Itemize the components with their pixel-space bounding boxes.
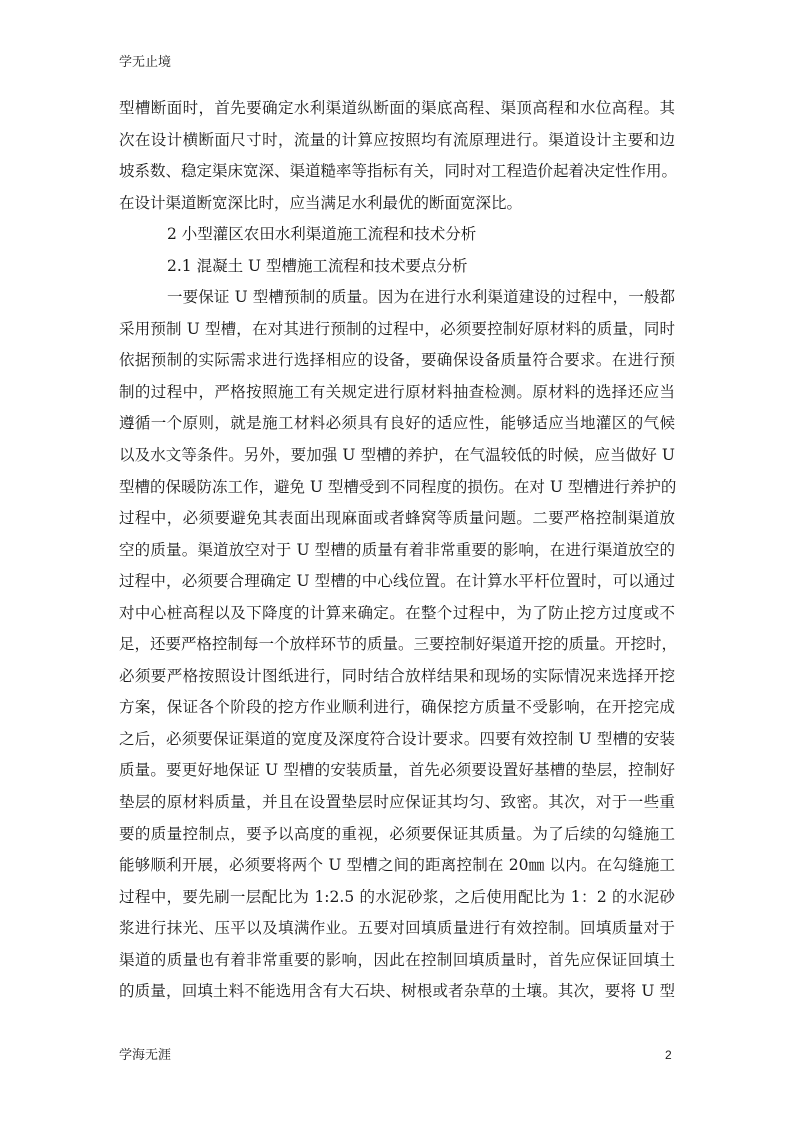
text-line: 在设计渠道断宽深比时，应当满足水利最优的断面宽深比。 [119, 193, 523, 212]
text-line: 坡系数、稳定渠床宽深、渠道糙率等指标有关，同时对工程造价起着决定性作用。 [119, 162, 678, 181]
text-line: 依据预制的实际需求进行选择相应的设备，要确保设备质量符合要求。在进行预 [119, 351, 675, 370]
subsection-heading: 2.1 混凝土 U 型槽施工流程和技术要点分析 [167, 256, 468, 275]
text-line: 垫层的原材料质量，并且在设置垫层时应保证其均匀、致密。其次，对于一些重 [119, 793, 675, 812]
text-line: 足，还要严格控制每一个放样环节的质量。三要控制好渠道开挖的质量。开挖时， [119, 635, 678, 654]
page-header: 学无止境 [119, 55, 172, 70]
text-line: 制的过程中，严格按照施工有关规定进行原材料抽查检测。原材料的选择还应当 [119, 382, 675, 401]
text-line: 渠道的质量也有着非常重要的影响，因此在控制回填质量时，首先应保证回填土 [119, 950, 675, 969]
text-line: 的质量，回填土料不能选用含有大石块、树根或者杂草的土壤。其次，要将 U 型 [119, 982, 675, 1001]
text-line: 要的质量控制点，要予以高度的重视，必须要保证其质量。为了后续的勾缝施工 [119, 824, 675, 843]
text-line: 遵循一个原则，就是施工材料必须具有良好的适应性，能够适应当地灌区的气候 [119, 414, 675, 433]
text-line: 一要保证 U 型槽预制的质量。因为在进行水利渠道建设的过程中，一般都 [167, 288, 675, 307]
text-line: 采用预制 U 型槽，在对其进行预制的过程中，必须要控制好原材料的质量，同时 [119, 319, 675, 338]
text-line: 必须要严格按照设计图纸进行，同时结合放样结果和现场的实际情况来选择开挖 [119, 666, 675, 685]
page-footer: 学海无涯 [119, 1048, 172, 1063]
text-line: 能够顺利开展，必须要将两个 U 型槽之间的距离控制在 20㎜ 以内。在勾缝施工 [119, 856, 675, 875]
text-line: 过程中，必须要避免其表面出现麻面或者蜂窝等质量问题。二要严格控制渠道放 [119, 509, 675, 528]
text-line: 方案，保证各个阶段的挖方作业顺利进行，确保挖方质量不受影响，在开挖完成 [119, 698, 675, 717]
section-heading: 2 小型灌区农田水利渠道施工流程和技术分析 [167, 225, 477, 244]
text-line: 型槽的保暖防冻工作，避免 U 型槽受到不同程度的损伤。在对 U 型槽进行养护的 [119, 477, 677, 496]
text-line: 浆进行抹光、压平以及填满作业。五要对回填质量进行有效控制。回填质量对于 [119, 919, 675, 938]
text-line: 过程中，要先刷一层配比为 1:2.5 的水泥砂浆，之后使用配比为 1：2 的水泥砂 [119, 887, 675, 906]
text-line: 型槽断面时，首先要确定水利渠道纵断面的渠底高程、渠顶高程和水位高程。其 [119, 99, 675, 117]
text-line: 之后，必须要保证渠道的宽度及深度符合设计要求。四要有效控制 U 型槽的安装 [119, 729, 675, 748]
text-line: 过程中，必须要合理确定 U 型槽的中心线位置。在计算水平杆位置时，可以通过 [119, 572, 675, 591]
text-line: 以及水文等条件。另外，要加强 U 型槽的养护，在气温较低的时候，应当做好 U [119, 446, 675, 465]
text-line: 次在设计横断面尺寸时，流量的计算应按照均有流原理进行。渠道设计主要和边 [119, 130, 675, 149]
body-text [119, 93, 678, 1008]
text-line: 空的质量。渠道放空对于 U 型槽的质量有着非常重要的影响，在进行渠道放空的 [119, 540, 675, 559]
text-line: 对中心桩高程以及下降度的计算来确定。在整个过程中，为了防止挖方过度或不 [119, 603, 675, 622]
page-number: 2 [665, 1048, 672, 1062]
text-line: 质量。要更好地保证 U 型槽的安装质量，首先必须要设置好基槽的垫层，控制好 [119, 761, 675, 780]
